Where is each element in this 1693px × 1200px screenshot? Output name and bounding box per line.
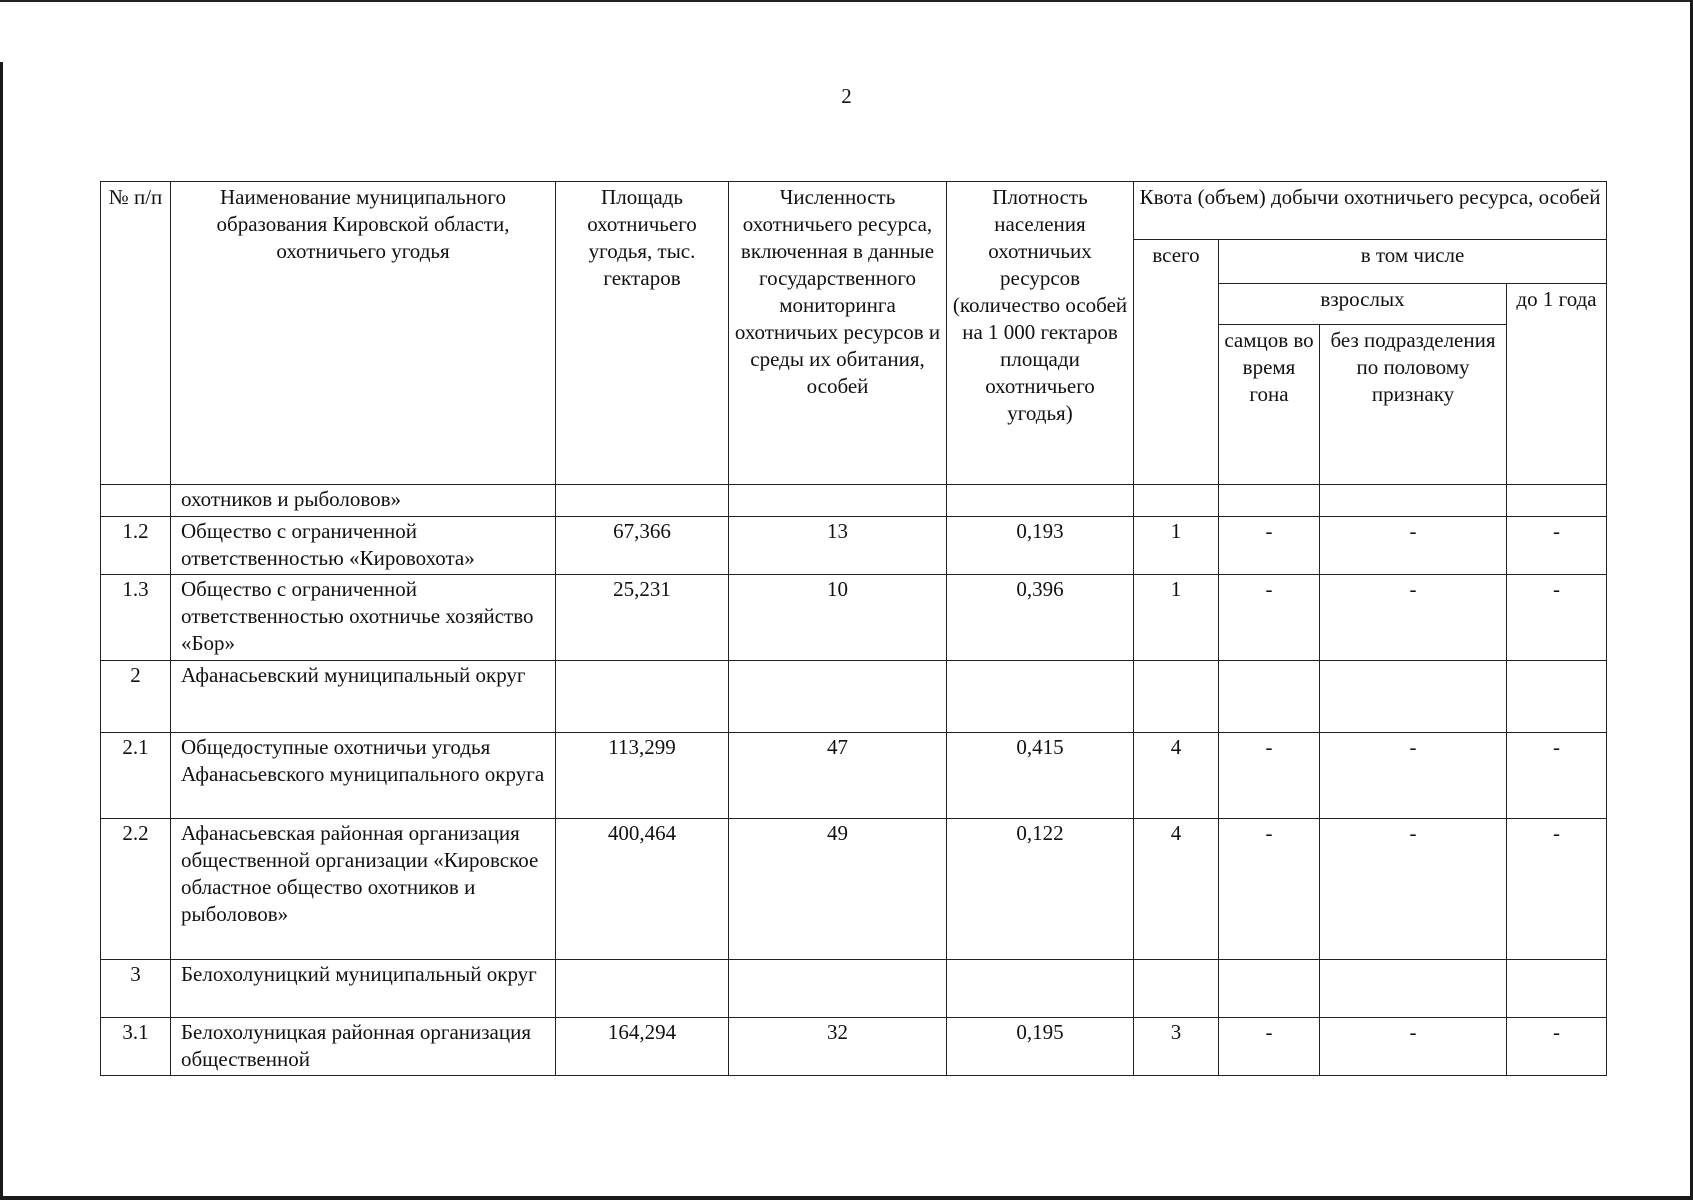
- table-row: [101, 960, 1607, 1018]
- row-num: 3.1: [101, 1018, 171, 1076]
- row-density: [947, 661, 1134, 733]
- row-area: [556, 485, 729, 517]
- row-count: [729, 661, 947, 733]
- header-no-sex: без подразделения по половому признаку: [1320, 325, 1507, 485]
- row-count: 13: [729, 517, 947, 575]
- row-young: -: [1507, 1018, 1607, 1076]
- row-total: [1134, 960, 1219, 1018]
- header-total: всего: [1134, 240, 1219, 485]
- row-total: [1134, 485, 1219, 517]
- row-name: Афанасьевский муниципальный округ: [171, 661, 556, 733]
- row-num: 1.2: [101, 517, 171, 575]
- row-area: 113,299: [556, 733, 729, 819]
- table-row: [101, 517, 1607, 575]
- row-area: 67,366: [556, 517, 729, 575]
- row-young: [1507, 485, 1607, 517]
- row-num: 2.1: [101, 733, 171, 819]
- header-count: Численность охотничьего ресурса, включенная в данные государственного мониторинга охотничьих ресурсов и среды их обитания, особей: [729, 182, 947, 485]
- row-males: -: [1219, 575, 1320, 661]
- table-header: [101, 182, 1607, 485]
- scan-edge-left: [0, 62, 3, 1200]
- row-density: 0,396: [947, 575, 1134, 661]
- row-area: 400,464: [556, 819, 729, 960]
- header-density: Плотность населения охотничьих ресурсов (количество особей на 1 000 гектаров площади охотничьего угодья): [947, 182, 1134, 485]
- header-area: Площадь охотничьего угодья, тыс. гектаров: [556, 182, 729, 485]
- row-count: 49: [729, 819, 947, 960]
- row-nosex: -: [1320, 575, 1507, 661]
- row-density: 0,122: [947, 819, 1134, 960]
- header-name: Наименование муниципального образования Кировской области, охотничьего угодья: [171, 182, 556, 485]
- row-young: [1507, 661, 1607, 733]
- row-males: [1219, 485, 1320, 517]
- row-nosex: -: [1320, 1018, 1507, 1076]
- header-under-one: до 1 года: [1507, 284, 1607, 485]
- row-nosex: -: [1320, 517, 1507, 575]
- row-total: 3: [1134, 1018, 1219, 1076]
- table-row: [101, 733, 1607, 819]
- row-name: Общество с ограниченной ответственностью «Кировохота»: [171, 517, 556, 575]
- row-young: -: [1507, 819, 1607, 960]
- row-nosex: [1320, 661, 1507, 733]
- row-num: [101, 485, 171, 517]
- scan-edge-top: [0, 0, 1693, 2]
- row-density: [947, 960, 1134, 1018]
- header-including: в том числе: [1219, 240, 1607, 284]
- row-total: 4: [1134, 733, 1219, 819]
- row-num: 2: [101, 661, 171, 733]
- row-total: [1134, 661, 1219, 733]
- table-row: [101, 575, 1607, 661]
- row-density: [947, 485, 1134, 517]
- row-density: 0,193: [947, 517, 1134, 575]
- scan-edge-bottom: [0, 1196, 1693, 1200]
- row-nosex: [1320, 485, 1507, 517]
- row-count: 47: [729, 733, 947, 819]
- quota-table: [100, 181, 1607, 1076]
- row-num: 1.3: [101, 575, 171, 661]
- row-young: -: [1507, 575, 1607, 661]
- row-count: [729, 960, 947, 1018]
- row-name: Общедоступные охотничьи угодья Афанасьевского муниципального округа: [171, 733, 556, 819]
- row-nosex: -: [1320, 733, 1507, 819]
- row-density: 0,195: [947, 1018, 1134, 1076]
- header-males-rut: самцов во время гона: [1219, 325, 1320, 485]
- row-young: -: [1507, 733, 1607, 819]
- row-total: 1: [1134, 575, 1219, 661]
- row-name: Белохолуницкий муниципальный округ: [171, 960, 556, 1018]
- row-count: 32: [729, 1018, 947, 1076]
- row-name: Афанасьевская районная организация общественной организации «Кировское областное общество охотников и рыболовов»: [171, 819, 556, 960]
- row-area: [556, 661, 729, 733]
- row-area: 25,231: [556, 575, 729, 661]
- table-body: [101, 485, 1607, 1076]
- row-num: 2.2: [101, 819, 171, 960]
- table-row: [101, 485, 1607, 517]
- row-nosex: [1320, 960, 1507, 1018]
- page-number: 2: [841, 84, 852, 108]
- row-males: [1219, 661, 1320, 733]
- table-row: [101, 661, 1607, 733]
- row-count: 10: [729, 575, 947, 661]
- table-row: [101, 819, 1607, 960]
- row-total: 1: [1134, 517, 1219, 575]
- row-area: 164,294: [556, 1018, 729, 1076]
- header-adults: взрослых: [1219, 284, 1507, 325]
- row-males: -: [1219, 819, 1320, 960]
- row-name: Общество с ограниченной ответственностью охотничье хозяйство «Бор»: [171, 575, 556, 661]
- table-row: [101, 1018, 1607, 1076]
- row-young: -: [1507, 517, 1607, 575]
- row-count: [729, 485, 947, 517]
- row-density: 0,415: [947, 733, 1134, 819]
- row-num: 3: [101, 960, 171, 1018]
- row-males: [1219, 960, 1320, 1018]
- row-name: охотников и рыболовов»: [171, 485, 556, 517]
- row-area: [556, 960, 729, 1018]
- row-total: 4: [1134, 819, 1219, 960]
- row-name: Белохолуницкая районная организация общественной: [171, 1018, 556, 1076]
- header-quota: Квота (объем) добычи охотничьего ресурса, особей: [1134, 182, 1607, 240]
- header-num: № п/п: [101, 182, 171, 485]
- row-males: -: [1219, 733, 1320, 819]
- row-nosex: -: [1320, 819, 1507, 960]
- row-males: -: [1219, 1018, 1320, 1076]
- row-males: -: [1219, 517, 1320, 575]
- row-young: [1507, 960, 1607, 1018]
